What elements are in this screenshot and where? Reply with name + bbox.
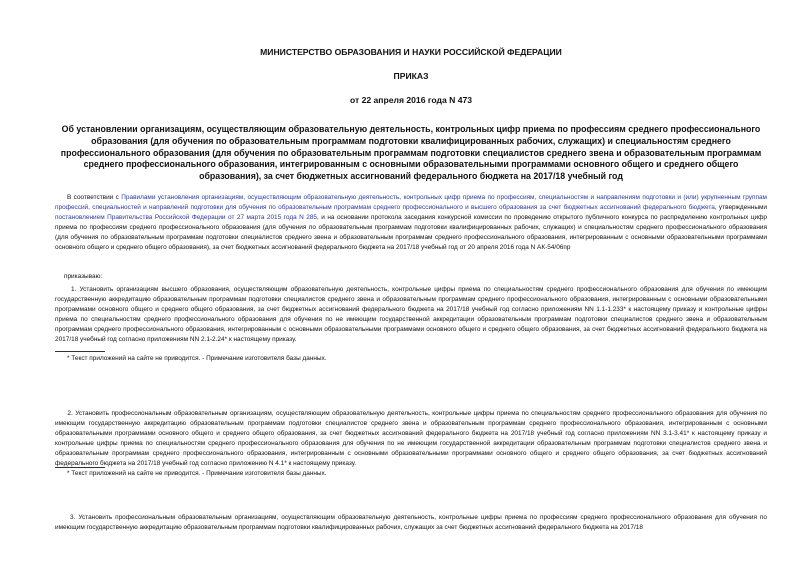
footnote-2 [55,469,327,479]
footnote-divider-1 [55,351,105,352]
item-1-text: 1. Установить организациям высшего образования, осуществляющим образовательную деятельность, контрольные цифры приема по специальностям среднего профессионального образования для обучения по имеющим государственную аккредитацию образовательным программам подготовки специалистов среднего звена и образовательным программам среднего профессионального образования, интегрированным с основными образовательными программами основного общего и среднего общего образования, за счет бюджетных ассигнований федерального бюджета на 2017/18 учебный год согласно приложениям NN 1.1-1.233* к настоящему приказу и контрольные цифры приема по специальностям среднего профессионального образования для обучения по не имеющим государственной аккредитации образовательным программам подготовки специалистов среднего звена и образовательным программам среднего профессионального образования, интегрированным с основными образовательными программами основного общего и среднего общего образования, за счет бюджетных ассигнований федерального бюджета на 2017/18 учебный год согласно приложениям NN 2.1-2.24* к настоящему приказу. [55,286,767,344]
ministry-heading: МИНИСТЕРСТВО ОБРАЗОВАНИЯ И НАУКИ РОССИЙСКОЙ ФЕДЕРАЦИИ [260,47,562,57]
document-title: Об установлении организациям, осуществляющим образовательную деятельность, контрольных цифр приема по профессиям среднего профессионального образования (для обучения по образовательным программам подготовки квалифицированных рабочих, служащих) и специальностям среднего профессионального образования (для обучения по образовательным программам подготовки специалистов среднего звена и образовательным программам среднего профессионального образования, интегрированным с основными образовательными программами основного общего и среднего общего образования), за счет бюджетных ассигнований федерального бюджета на 2017/18 учебный год [60,124,762,182]
footnote-1-text: * Текст приложений на сайте не приводится. - Примечание изготовителя базы данных. [67,355,327,362]
date-number-heading: от 22 апреля 2016 года N 473 [349,95,473,105]
footnote-1 [55,354,327,364]
footnote-divider-2 [55,467,105,468]
preamble-text-3: , и на основании протокола заседания конкурсной комиссии по проведению открытого публичного конкурса по распределению контрольных цифр приема по профессиям среднего профессионального образования (для обучения по образовательным программам подготовки квалифицированных рабочих, служащих) и специальностям среднего профессионального образования (для обучения по образовательным программам подготовки специалистов среднего звена и образовательным программам среднего профессионального образования, интегрированным с основными образовательными программами основного общего и среднего общего образования), за счет бюджетных ассигнований федерального бюджета на 2017/18 учебный год от 20 апреля 2016 года N АК-54/06пр [55,214,767,252]
government-decree-link[interactable]: постановлением Правительства Российской Федерации от 27 марта 2015 года N 285 [55,214,317,222]
preamble-text-1: В соответствии с [66,194,122,201]
item-2-paragraph [55,409,767,470]
preamble-text-2: , утвержденными [714,204,768,212]
item-2-text: 2. Установить профессиональным образовательным организациям, осуществляющим образовательную деятельность, контрольные цифры приема по специальностям среднего профессионального образования для обучения по имеющим государственную аккредитацию образовательным программам подготовки специалистов среднего звена и образовательным программам среднего профессионального образования, интегрированным с основными образовательными программами основного общего и среднего общего образования, за счет бюджетных ассигнований федерального бюджета на 2017/18 учебный год согласно приложениям NN 3.1-3.41* к настоящему приказу и контрольные цифры приема по специальностям среднего профессионального образования для обучения по не имеющим государственной аккредитации образовательным программам подготовки специалистов среднего звена и образовательным программам среднего профессионального образования, интегрированным с основными образовательными программами основного общего и среднего общего образования, за счет бюджетных ассигнований федерального бюджета на 2017/18 учебный год согласно приложению N 4.1* к настоящему приказу. [55,410,767,468]
doc-type-heading: ПРИКАЗ [393,71,429,81]
rules-link[interactable]: Правилами установления организациям, осуществляющим образовательную деятельность, контрольных цифр приема по профессиям, специальностям и направлениям подготовки и (или) укрупненным группам профессий, специальностей и направлений подготовки для обучения по образовательным программам среднего профессионального и высшего образования за счет бюджетных ассигнований федерального бюджета [55,194,767,212]
preamble-paragraph [55,193,767,254]
item-3-text: 3. Установить профессиональным образовательным организациям, осуществляющим образовательную деятельность, контрольные цифры приема по профессиям среднего профессионального образования для обучения по имеющим государственную аккредитацию образовательным программам подготовки квалифицированных рабочих, служащих за счет бюджетных ассигнований федерального бюджета на 2017/18 [55,514,767,532]
order-word [55,272,767,282]
order-word-text: приказываю: [63,273,103,280]
footnote-2-text: * Текст приложений на сайте не приводится. - Примечание изготовителя базы данных. [67,470,327,477]
item-1-paragraph [55,285,767,346]
item-3-paragraph [55,513,767,533]
